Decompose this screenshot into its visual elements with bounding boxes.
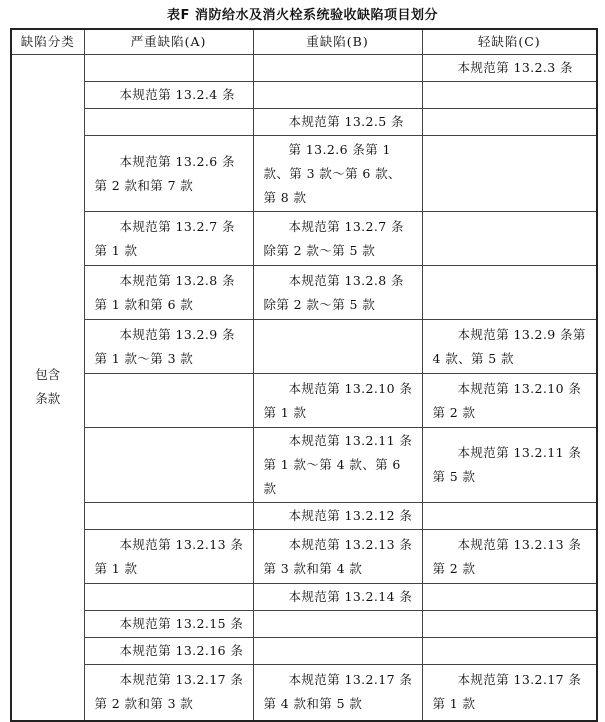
- cell-a: 本规范第 13.2.16 条: [84, 638, 253, 665]
- cell-b: 第 13.2.6 条第 1 款、第 3 款～第 6 款、第 8 款: [253, 136, 422, 212]
- cell-a: 本规范第 13.2.15 条: [84, 611, 253, 638]
- cell-c: [422, 503, 597, 530]
- table-row: [11, 374, 597, 428]
- cell-c: 本规范第 13.2.9 条第 4 款、第 5 款: [422, 320, 597, 374]
- cell-c: [422, 212, 597, 266]
- cell-c: 本规范第 13.2.11 条第 5 款: [422, 428, 597, 503]
- cell-c: [422, 611, 597, 638]
- category-line1: 包含: [35, 367, 61, 383]
- table-row: [11, 212, 597, 266]
- cell-b: 本规范第 13.2.17 条第 4 款和第 5 款: [253, 665, 422, 721]
- table-row: [11, 266, 597, 320]
- table-title: 表F 消防给水及消火栓系统验收缺陷项目划分: [167, 8, 438, 23]
- table-row: [11, 82, 597, 109]
- table-row: [11, 428, 597, 503]
- cell-a: 本规范第 13.2.13 条第 1 款: [84, 530, 253, 584]
- cell-a: [84, 374, 253, 428]
- table-row: [11, 109, 597, 136]
- cell-a: [84, 428, 253, 503]
- table-row: [11, 530, 597, 584]
- table-row: [11, 611, 597, 638]
- cell-a: [84, 109, 253, 136]
- cell-a: 本规范第 13.2.7 条第 1 款: [84, 212, 253, 266]
- cell-a: 本规范第 13.2.8 条第 1 款和第 6 款: [84, 266, 253, 320]
- cell-b: 本规范第 13.2.10 条第 1 款: [253, 374, 422, 428]
- header-major: 重缺陷(B): [253, 29, 422, 55]
- cell-c: 本规范第 13.2.17 条第 1 款: [422, 665, 597, 721]
- cell-a: 本规范第 13.2.17 条第 2 款和第 3 款: [84, 665, 253, 721]
- cell-b: 本规范第 13.2.14 条: [253, 584, 422, 611]
- cell-b: [253, 320, 422, 374]
- category-line2: 条款: [35, 391, 61, 407]
- category-cell: [11, 55, 84, 721]
- cell-a: [84, 503, 253, 530]
- cell-c: 本规范第 13.2.3 条: [422, 55, 597, 82]
- defect-classification-table: [10, 28, 598, 722]
- cell-b: 本规范第 13.2.8 条除第 2 款～第 5 款: [253, 266, 422, 320]
- table-row: [11, 665, 597, 721]
- cell-c: [422, 82, 597, 109]
- cell-a: [84, 584, 253, 611]
- cell-c: [422, 584, 597, 611]
- cell-c: [422, 109, 597, 136]
- table-row: [11, 503, 597, 530]
- header-row: [11, 29, 597, 55]
- header-minor: 轻缺陷(C): [422, 29, 597, 55]
- table-row: [11, 320, 597, 374]
- cell-b: 本规范第 13.2.12 条: [253, 503, 422, 530]
- cell-c: 本规范第 13.2.10 条第 2 款: [422, 374, 597, 428]
- header-severe: 严重缺陷(A): [84, 29, 253, 55]
- cell-b: [253, 82, 422, 109]
- cell-c: [422, 266, 597, 320]
- header-category: 缺陷分类: [11, 29, 84, 55]
- cell-b: 本规范第 13.2.13 条第 3 款和第 4 款: [253, 530, 422, 584]
- cell-a: 本规范第 13.2.9 条第 1 款～第 3 款: [84, 320, 253, 374]
- cell-b: [253, 55, 422, 82]
- cell-b: [253, 611, 422, 638]
- cell-c: [422, 136, 597, 212]
- cell-b: 本规范第 13.2.5 条: [253, 109, 422, 136]
- cell-b: 本规范第 13.2.7 条除第 2 款～第 5 款: [253, 212, 422, 266]
- table-row: [11, 136, 597, 212]
- cell-c: [422, 638, 597, 665]
- cell-a: [84, 55, 253, 82]
- cell-c: 本规范第 13.2.13 条第 2 款: [422, 530, 597, 584]
- table-row: [11, 638, 597, 665]
- cell-b: [253, 638, 422, 665]
- table-row: [11, 55, 597, 82]
- table-row: [11, 584, 597, 611]
- cell-a: 本规范第 13.2.4 条: [84, 82, 253, 109]
- cell-b: 本规范第 13.2.11 条第 1 款～第 4 款、第 6 款: [253, 428, 422, 503]
- cell-a: 本规范第 13.2.6 条第 2 款和第 7 款: [84, 136, 253, 212]
